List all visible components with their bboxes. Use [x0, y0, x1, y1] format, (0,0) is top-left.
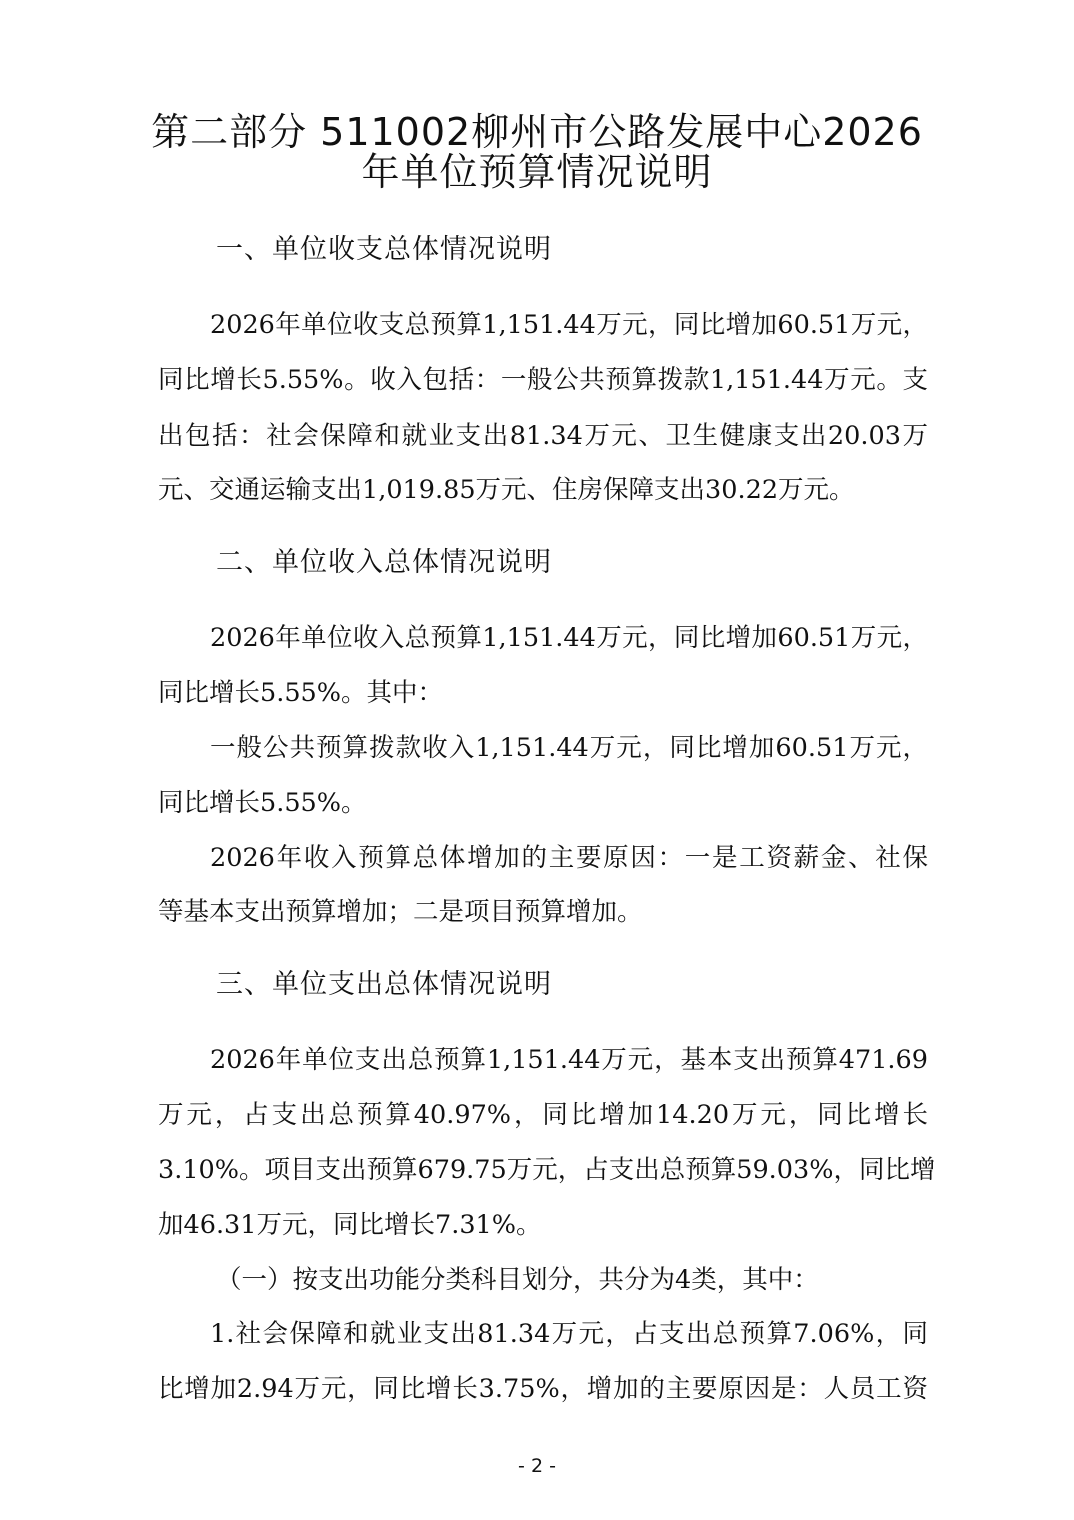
section-1-paragraph-line: 2026年单位收支总预算1,151.44万元，同比增加60.51万元，	[210, 310, 928, 340]
section-2-paragraph-line: 等基本支出预算增加；二是项目预算增加。	[158, 897, 643, 927]
section-3-paragraph-line: 比增加2.94万元，同比增长3.75%，增加的主要原因是：人员工资	[158, 1374, 928, 1404]
section-3-paragraph-line: 万元，占支出总预算40.97%，同比增加14.20万元，同比增长	[158, 1100, 928, 1130]
section-3-paragraph-line: 3.10%。项目支出预算679.75万元，占支出总预算59.03%，同比增	[158, 1155, 936, 1185]
section-2-paragraph-line: 2026年单位收入总预算1,151.44万元，同比增加60.51万元，	[210, 623, 928, 653]
section-1-paragraph-line: 元、交通运输支出1,019.85万元、住房保障支出30.22万元。	[158, 475, 855, 505]
section-1-paragraph-line: 同比增长5.55%。收入包括：一般公共预算拨款1,151.44万元。支	[158, 365, 928, 395]
page-number: - 2 -	[518, 1455, 556, 1477]
section-3-paragraph-line: 1.社会保障和就业支出81.34万元，占支出总预算7.06%，同	[210, 1319, 928, 1349]
section-3-paragraph-line: 2026年单位支出总预算1,151.44万元，基本支出预算471.69	[210, 1045, 928, 1075]
page-title-line-2: 年单位预算情况说明	[361, 150, 713, 194]
section-2-paragraph-line: 同比增长5.55%。其中：	[158, 678, 444, 708]
section-2-paragraph-line: 一般公共预算拨款收入1,151.44万元，同比增加60.51万元，	[210, 733, 928, 763]
section-1-heading: 一、单位收支总体情况说明	[216, 234, 552, 265]
section-2-heading: 二、单位收入总体情况说明	[216, 547, 552, 578]
section-2-paragraph-line: 同比增长5.55%。	[158, 788, 367, 818]
page-title-line-1: 第二部分 511002柳州市公路发展中心2026	[151, 110, 923, 154]
section-1-paragraph-line: 出包括：社会保障和就业支出81.34万元、卫生健康支出20.03万	[158, 421, 928, 451]
section-3-heading: 三、单位支出总体情况说明	[216, 969, 552, 1000]
section-3-paragraph-line: 加46.31万元，同比增长7.31%。	[158, 1210, 542, 1240]
section-2-paragraph-line: 2026年收入预算总体增加的主要原因：一是工资薪金、社保	[210, 843, 928, 873]
section-3-paragraph-line: （一）按支出功能分类科目划分，共分为4类，其中：	[216, 1265, 819, 1295]
